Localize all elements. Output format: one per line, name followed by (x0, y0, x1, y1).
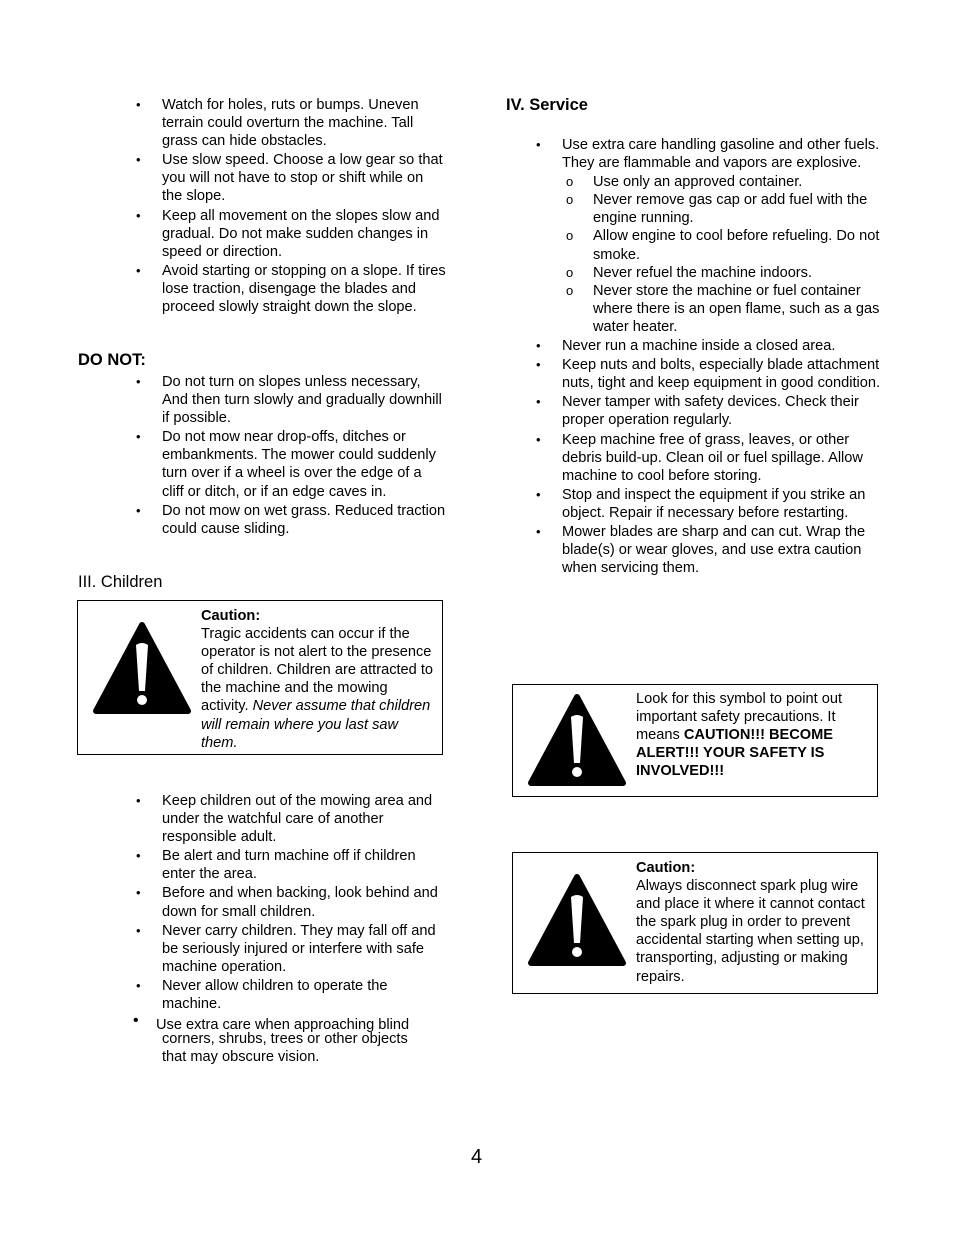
sub-list-item: o Never remove gas cap or add fuel with the engine running. (566, 191, 882, 227)
sub-list-item: o Never store the machine or fuel container where there is an open flame, such as a gas water heater. (566, 282, 882, 336)
do-not-list (136, 373, 446, 539)
safety-symbol-box (512, 684, 878, 797)
spark-plug-caution-box (512, 852, 878, 994)
fuel-bullet-text: Use extra care handling gasoline and other fuels. They are flammable and vapors are explosive. (562, 137, 880, 172)
list-item: • Before and when backing, look behind and down for small children. (136, 884, 446, 920)
last-bullet-marker: • (133, 1012, 139, 1029)
symbol-text: Look for this symbol to point out important safety precautions. It means (636, 691, 843, 744)
last-bullet-line2: corners, shrubs, trees or other objects (162, 1031, 408, 1047)
list-item: • Mower blades are sharp and can cut. Wrap the blade(s) or wear gloves, and use extra caution when servicing them. (536, 523, 882, 577)
list-item: • Do not mow near drop-offs, ditches or embankments. The mower could suddenly turn over if a wheel is over the edge of a cliff or ditch, or if an edge caves in. (136, 428, 446, 500)
list-item: • Avoid starting or stopping on a slope. If tires lose traction, disengage the blades and proceed slowly straight down the slope. (136, 262, 446, 316)
list-item: • Do not mow on wet grass. Reduced traction could cause sliding. (136, 502, 446, 538)
list-item: • Be alert and turn machine off if children enter the area. (136, 847, 446, 883)
sub-list-item: o Never refuel the machine indoors. (566, 264, 882, 282)
list-item: • Use slow speed. Choose a low gear so that you will not have to stop or shift while on the slope. (136, 151, 446, 205)
service-section (536, 136, 882, 578)
list-item: • Never run a machine inside a closed area. (536, 337, 882, 355)
sub-list-item: o Use only an approved container. (566, 173, 882, 191)
list-item: • Keep children out of the mowing area and under the watchful care of another responsible adult. (136, 792, 446, 846)
caution-body: Always disconnect spark plug wire and place it where it cannot contact the spark plug in order to prevent accidental starting when setting up, transporting, adjusting or making repairs. (636, 878, 865, 985)
list-item: • Watch for holes, ruts or bumps. Uneven terrain could overturn the machine. Tall grass can hide obstacles. (136, 96, 446, 150)
list-item: • Never allow children to operate the machine. (136, 977, 446, 1013)
list-item: • Stop and inspect the equipment if you strike an object. Repair if necessary before restarting. (536, 486, 882, 522)
fuel-list (536, 136, 882, 577)
children-caution-box (77, 600, 443, 755)
safety-symbol-text (636, 690, 872, 780)
warning-triangle-icon (92, 621, 192, 715)
list-item: • Never carry children. They may fall off and be seriously injured or interfere with safe machine operation. (136, 922, 446, 976)
list-item: • Keep nuts and bolts, especially blade attachment nuts, tight and keep equipment in good condition. (536, 356, 882, 392)
warning-triangle-icon (527, 693, 627, 787)
service-heading: IV. Service (506, 96, 588, 114)
last-bullet-line3: that may obscure vision. (162, 1049, 320, 1065)
list-item: • Keep machine free of grass, leaves, or other debris build-up. Clean oil or fuel spillage. Allow machine to cool before storing. (536, 431, 882, 485)
list-item (536, 136, 882, 336)
symbol-bold-text: CAUTION!!! BECOME ALERT!!! YOUR SAFETY IS INVOLVED!!! (636, 727, 834, 780)
last-bullet-line1: Use extra care when approaching blind (156, 1017, 410, 1033)
caution-body: Tragic accidents can occur if the operator is not alert to the presence of children. Children are attracted to the machine and the mowing activity. (201, 626, 434, 715)
list-item: • Do not turn on slopes unless necessary, And then turn slowly and gradually downhill if possible. (136, 373, 446, 427)
page-number: 4 (471, 1146, 483, 1168)
children-heading: III. Children (78, 573, 163, 591)
list-item: • Keep all movement on the slopes slow and gradual. Do not make sudden changes in speed or direction. (136, 207, 446, 261)
do-not-heading: DO NOT: (78, 351, 146, 369)
warning-triangle-icon (527, 873, 627, 967)
children-caution-text (201, 607, 437, 752)
caution-title: Caution: (201, 608, 261, 624)
sub-list-item: o Allow engine to cool before refueling. Do not smoke. (566, 227, 882, 263)
fuel-sub-list (566, 173, 882, 336)
spark-caution-text (636, 859, 872, 986)
children-list (136, 792, 446, 1014)
caution-title: Caution: (636, 860, 696, 876)
caution-italic: Never assume that children will remain where you last saw them. (201, 698, 431, 751)
list-item: • Never tamper with safety devices. Check their proper operation regularly. (536, 393, 882, 429)
slope-tips-list (136, 96, 446, 317)
